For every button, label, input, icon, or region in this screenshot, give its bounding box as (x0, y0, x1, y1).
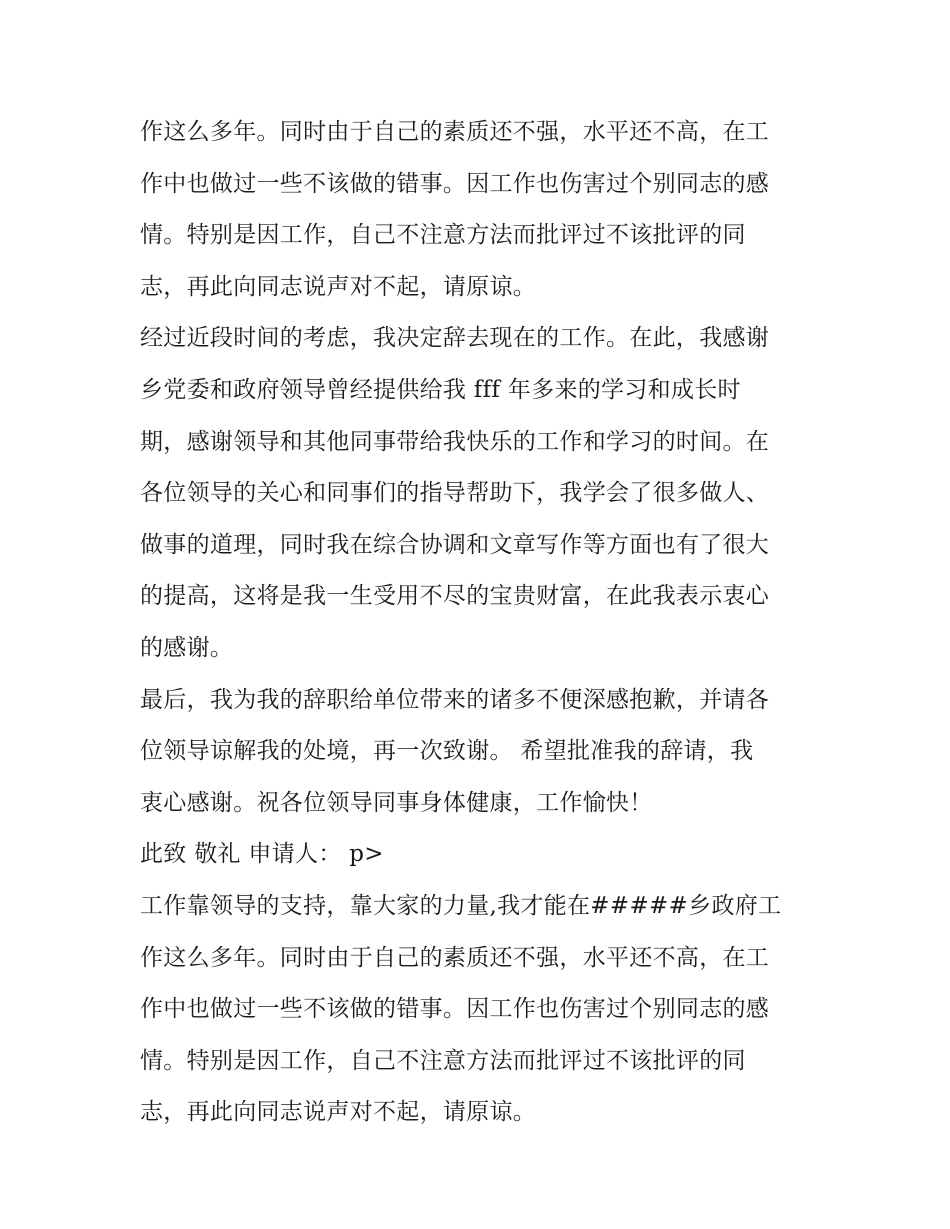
text-line: 志，再此向同志说声对不起，请原谅。 (140, 273, 537, 300)
text-line: 此致 敬礼 申请人： p> (140, 841, 384, 868)
text-line: 作这么多年。同时由于自己的素质还不强，水平还不高，在工 (140, 944, 770, 971)
text-line: 的感谢。 (140, 634, 234, 661)
text-line: 情。特别是因工作，自己不注意方法而批评过不该批评的同 (140, 1047, 746, 1074)
text-line: 作中也做过一些不该做的错事。因工作也伤害过个别同志的感 (140, 996, 770, 1023)
document-body (140, 107, 825, 1139)
text-line: 乡党委和政府领导曾经提供给我 fff 年多来的学习和成长时 (140, 376, 741, 403)
text-line: 志，再此向同志说声对不起，请原谅。 (140, 1099, 537, 1126)
text-line: 最后，我为我的辞职给单位带来的诸多不便深感抱歉，并请各 (140, 686, 770, 713)
text-line: 工作靠领导的支持，靠大家的力量,我才能在#####乡政府工 (140, 892, 782, 919)
text-line: 经过近段时间的考虑，我决定辞去现在的工作。在此，我感谢 (140, 325, 770, 352)
text-line: 的提高，这将是我一生受用不尽的宝贵财富，在此我表示衷心 (140, 583, 770, 610)
text-line: 期，感谢领导和其他同事带给我快乐的工作和学习的时间。在 (140, 428, 770, 455)
text-line: 情。特别是因工作，自己不注意方法而批评过不该批评的同 (140, 222, 746, 249)
text-line: 各位领导的关心和同事们的指导帮助下，我学会了很多做人、 (140, 480, 770, 507)
text-line: 作这么多年。同时由于自己的素质还不强，水平还不高，在工 (140, 119, 770, 145)
text-line: 衷心感谢。祝各位领导同事身体健康，工作愉快！ (140, 789, 653, 816)
text-line: 位领导谅解我的处境，再一次致谢。 希望批准我的辞请，我 (140, 738, 754, 765)
text-line: 做事的道理，同时我在综合协调和文章写作等方面也有了很大 (140, 531, 770, 558)
text-line: 作中也做过一些不该做的错事。因工作也伤害过个别同志的感 (140, 170, 770, 197)
